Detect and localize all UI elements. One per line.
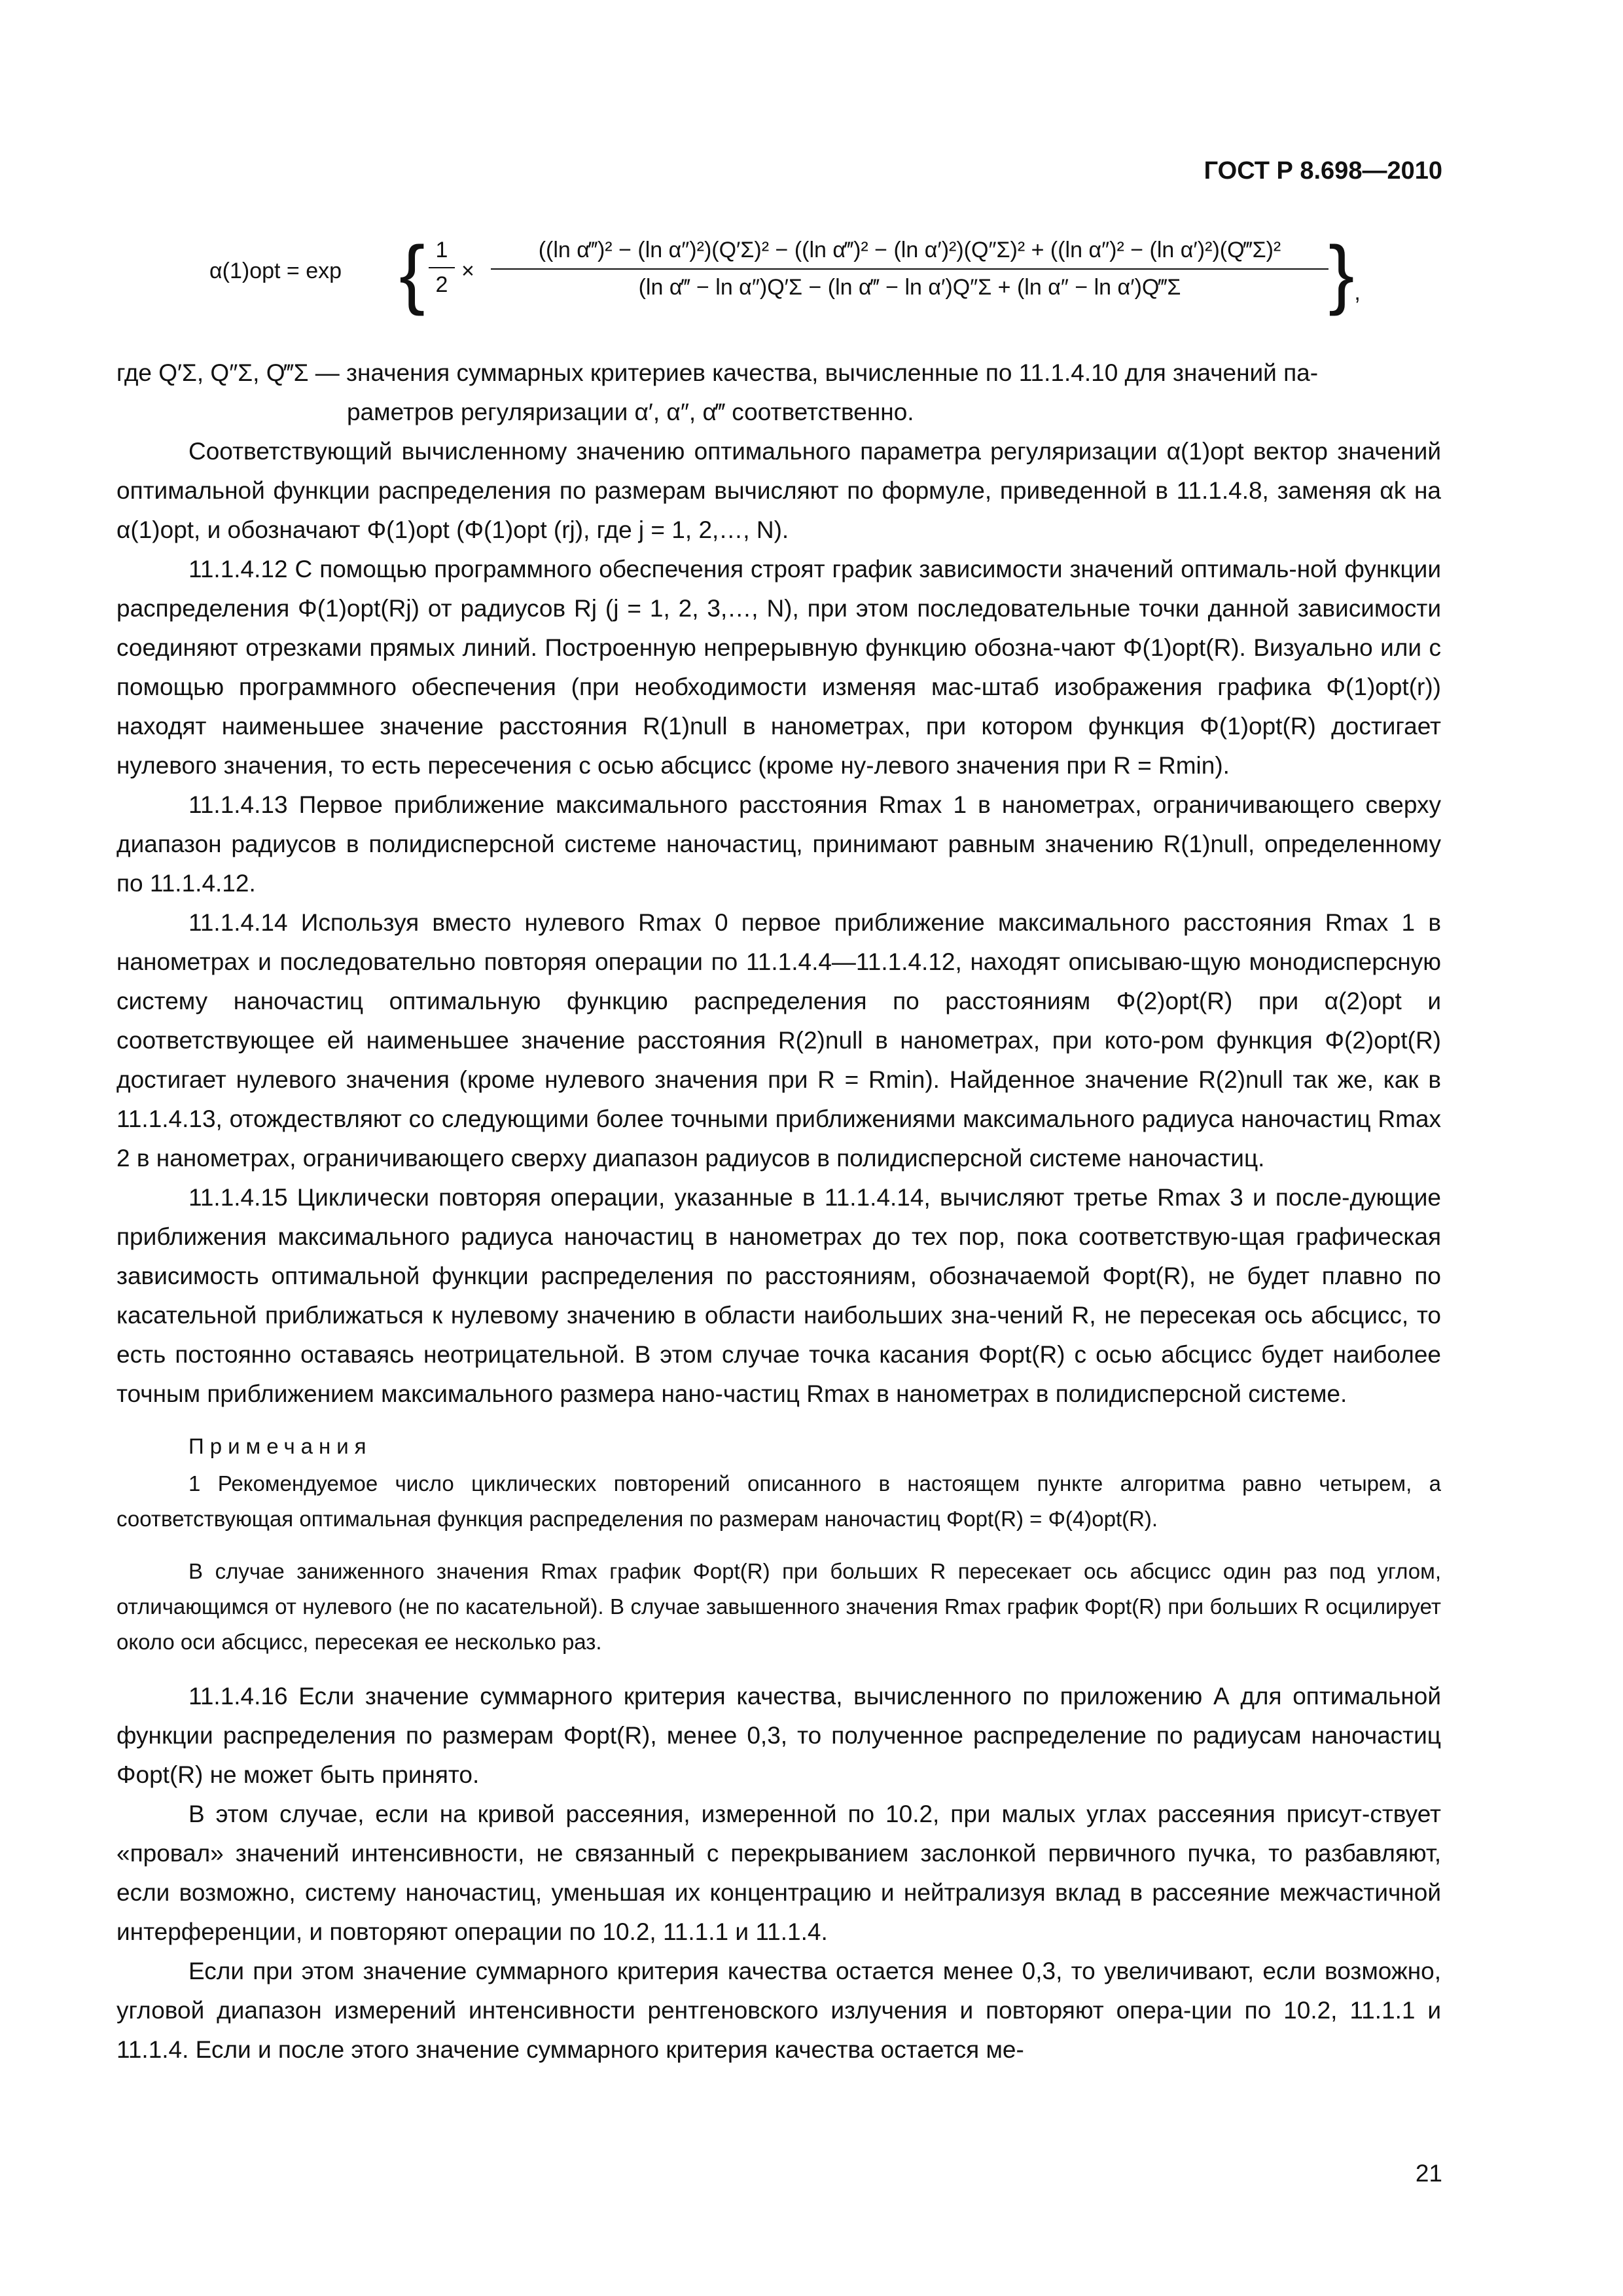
- right-brace: },: [1329, 230, 1361, 317]
- page-number: 21: [1415, 2160, 1442, 2187]
- one-half-fraction: [429, 238, 455, 298]
- fraction-denominator: (ln α‴ − ln α″)Q′Σ − (ln α‴ − ln α′)Q″Σ + (ln α″ − ln α′)Q‴Σ: [638, 275, 1181, 300]
- note-2: В случае заниженного значения Rmax график Φopt(R) при больших R пересекает ось абсцисс один раз под углом, отличающимся от нулевого (не по касательной). В случае завышенного значения Rmax график Φopt(R) при больших R осцилирует около оси абсцисс, пересекая ее несколько раз.: [116, 1559, 1441, 1654]
- clause-11-1-4-12: 11.1.4.12 С помощью программного обеспечения строят график зависимости значений оптималь-ной функции распределения Φ(1)opt(Rj) от радиусов Rj (j = 1, 2, 3,…, N), при этом последовательные точки данной зависимости соединяют отрезками прямых линий. Построенную непрерывную функцию обозна-чают Φ(1)opt(R). Визуально или с помощью программного обеспечения (при необходимости изменяя мас-штаб изображения графика Φ(1)opt(r)) находят наименьшее значение расстояния R(1)null в нанометрах, при котором функция Φ(1)opt(R) достигает нулевого значения, то есть пересечения с осью абсцисс (кроме ну-левого значения при R = Rmin).: [116, 556, 1441, 779]
- clause-11-1-4-15: 11.1.4.15 Циклически повторяя операции, указанные в 11.1.4.14, вычисляют третье Rmax 3 и после-дующие приближения максимального радиуса наночастиц в нанометрах до тех пор, пока соответствую-щая графическая зависимость оптимальной функции распределения по расстояниям, обозначаемой Φopt(R), не будет плавно по касательной приближаться к нулевому значению в области наибольших зна-чений R, не пересекая ось абсцисс, то есть постоянно оставаясь неотрицательной. В этом случае точка касания Φopt(R) с осью абсцисс будет наиболее точным приближением максимального размера нано-частиц Rmax в нанометрах в полидисперсной системе.: [116, 1184, 1441, 1407]
- paragraph: Если при этом значение суммарного критерия качества остается менее 0,3, то увеличивают, если возможно, угловой диапазон измерений интенсивности рентгеновского излучения и повторяют опера-ции по 10.2, 11.1.1 и 11.1.4. Если и после этого значение суммарного критерия качества остается ме-: [116, 1958, 1441, 2063]
- half-denominator: 2: [435, 272, 448, 297]
- multiplication-sign: ×: [461, 259, 474, 283]
- paragraph: В этом случае, если на кривой рассеяния, измеренной по 10.2, при малых углах рассеяния присут-ствует «провал» значений интенсивности, не связанный с перекрыванием заслонкой первичного пучка, то разбавляют, если возможно, систему наночастиц, уменьшая их концентрацию и нейтрализуя вклад в рассеяние межчастичной интерференции, и повторяют операции по 10.2, 11.1.1 и 11.1.4.: [116, 1801, 1441, 1945]
- main-fraction: [491, 238, 1329, 300]
- clause-11-1-4-13: 11.1.4.13 Первое приближение максимального расстояния Rmax 1 в нанометрах, ограничивающего сверху диапазон радиусов в полидисперсной системе наночастиц, принимают равным значению R(1)null, определенному по 11.1.4.12.: [116, 791, 1441, 897]
- spacer: [116, 1537, 1441, 1554]
- fraction-bar: [491, 268, 1329, 270]
- notes-heading: Примечания: [188, 1434, 372, 1458]
- paragraph: Соответствующий вычисленному значению оптимального параметра регуляризации α(1)opt вектор значений оптимальной функции распределения по размерам вычисляют по формуле, приведенной в 11.1.4.8, заменяя αk на α(1)opt, и обозначают Φ(1)opt (Φ(1)opt (rj), где j = 1, 2,…, N).: [116, 438, 1441, 543]
- fraction-numerator: ((ln α‴)² − (ln α″)²)(Q′Σ)² − ((ln α‴)² − (ln α′)²)(Q″Σ)² + ((ln α″)² − (ln α′)²)(Q‴Σ)²: [538, 238, 1281, 262]
- where-line-2: раметров регуляризации α′, α″, α‴ соответственно.: [347, 399, 914, 425]
- note-1: 1 Рекомендуемое число циклических повторений описанного в настоящем пункте алгоритма равно четырем, а соответствующая оптимальная функция распределения по размерам наночастиц Φopt(R) = Φ(4)opt(R).: [116, 1471, 1441, 1531]
- standard-designation: ГОСТ Р 8.698—2010: [1204, 157, 1442, 185]
- alpha-opt-formula: [209, 232, 1387, 331]
- clause-11-1-4-16: 11.1.4.16 Если значение суммарного критерия качества, вычисленного по приложению А для оптимальной функции распределения по размерам Φopt(R), менее 0,3, то полученное распределение по радиусам наночастиц Φopt(R) не может быть принято.: [116, 1683, 1441, 1788]
- fraction-bar: [429, 267, 455, 268]
- half-numerator: 1: [435, 238, 448, 262]
- spacer: [116, 1660, 1441, 1677]
- where-line-1: где Q′Σ, Q″Σ, Q‴Σ — значения суммарных критериев качества, вычисленные по 11.1.4.10 для значений па-: [116, 359, 1319, 386]
- left-brace: {: [399, 230, 425, 317]
- body-text: [116, 353, 1441, 2070]
- formula-lhs: α(1)opt = exp: [209, 259, 342, 283]
- clause-11-1-4-14: 11.1.4.14 Используя вместо нулевого Rmax 0 первое приближение максимального расстояния Rmax 1 в нанометрах и последовательно повторяя операции по 11.1.4.4—11.1.4.12, находят описываю-щую монодисперсную систему наночастиц оптимальную функцию распределения по расстояниям Φ(2)opt(R) при α(2)opt и соответствующее ей наименьшее значение расстояния R(2)null в нанометрах, при кото-ром функция Φ(2)opt(R) достигает нулевого значения (кроме нулевого значения при R = Rmin). Найденное значение R(2)null так же, как в 11.1.4.13, отождествляют со следующими более точными приближениями максимального радиуса наночастиц Rmax 2 в нанометрах, ограничивающего сверху диапазон радиусов в полидисперсной системе наночастиц.: [116, 909, 1441, 1172]
